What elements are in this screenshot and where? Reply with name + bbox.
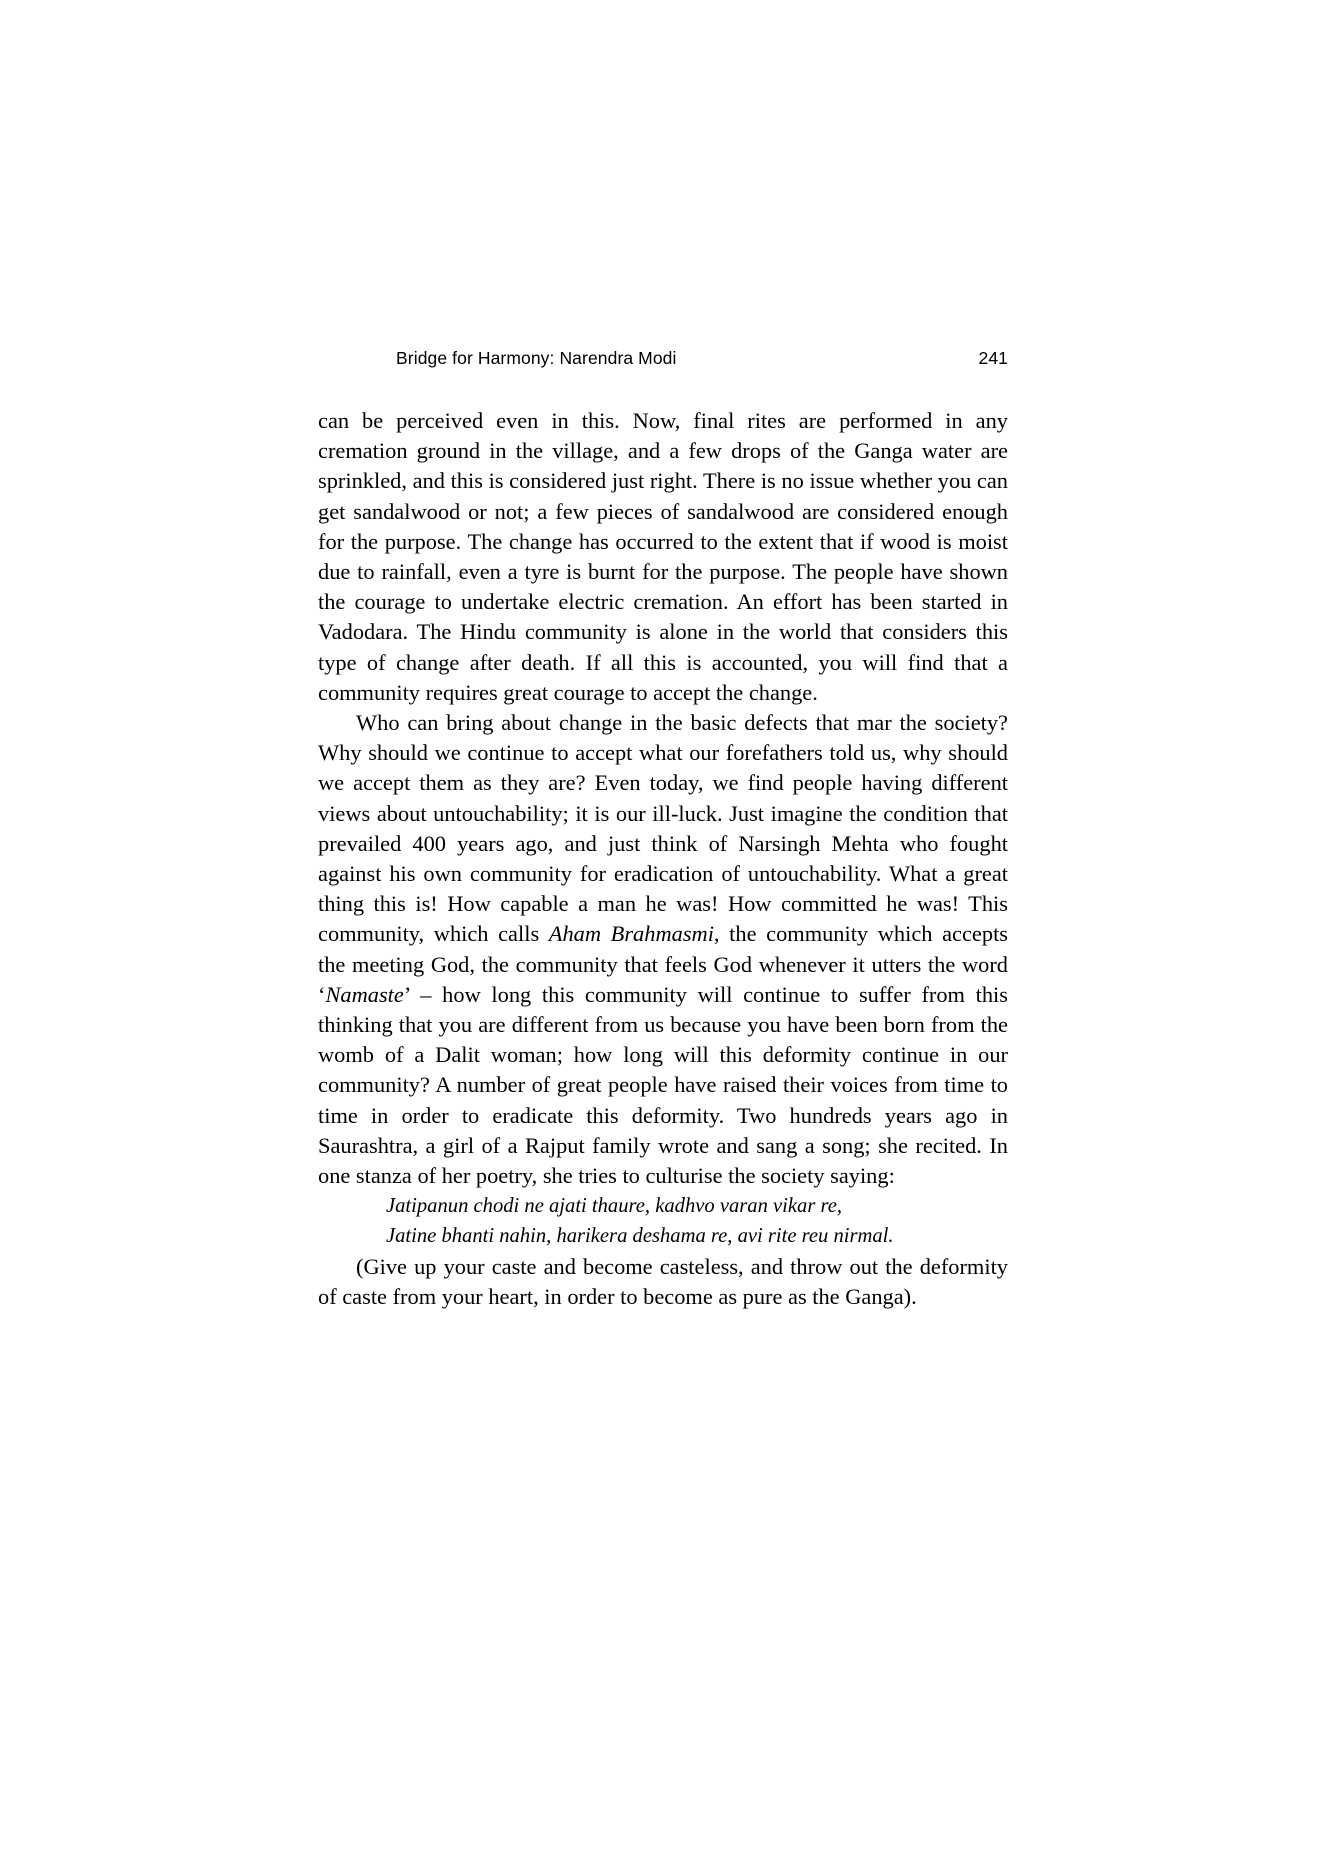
verse-line-2: Jatine bhanti nahin, harikera deshama re, avi rite reu nirmal. [386,1225,894,1248]
paragraph-3: (Give up your caste and become casteless, and throw out the deformity of caste from your heart, in order to become as pure as the Ganga). [318,1253,1008,1309]
running-head-title: Bridge for Harmony: Narendra Modi [396,348,677,368]
page-body [318,406,1008,1312]
paragraph-2-text-2: , the community which accepts the meeting God, the community that feels God whenever it utters the word ‘ [318,921,1008,1007]
paragraph-2-italic-aham-brahmasmi: Aham Brahmasmi [548,921,714,947]
running-head [318,348,1008,369]
verse-line-1: Jatipanun chodi ne ajati thaure, kadhvo varan vikar re, [386,1195,843,1218]
paragraph-2-italic-namaste: Namaste [325,981,404,1007]
paragraph-2-text-1: Who can bring about change in the basic defects that mar the society? Why should we continue to accept what our forefathers told us, why should we accept them as they are? Even today, we find people having different views about untouchability; it is our ill-luck. Just imagine the condition that prevailed 400 years ago, and just think of Narsingh Mehta who fought against his own community for eradication of untouchability. What a great thing this is! How capable a man he was! How committed he was! This community, which calls [318,710,1008,947]
page-number: 241 [978,348,1008,368]
paragraph-1: can be perceived even in this. Now, final rites are performed in any cremation ground in the village, and a few drops of the Ganga water are sprinkled, and this is considered just right. There is no issue whether you can get sandalwood or not; a few pieces of sandalwood are considered enough for the purpose. The change has occurred to the extent that if wood is moist due to rainfall, even a tyre is burnt for the purpose. The people have shown the courage to undertake electric cremation. An effort has been started in Vadodara. The Hindu community is alone in the world that considers this type of change after death. If all this is accounted, you will find that a community requires great courage to accept the change. [318,408,1008,705]
verse-block [318,1191,1008,1251]
paragraph-2-text-3: ’ – how long this community will continue to suffer from this thinking that you are different from us because you have been born from the womb of a Dalit woman; how long will this deformity continue in our community? A number of great people have raised their voices from time to time in order to eradicate this deformity. Two hundreds years ago in Saurashtra, a girl of a Rajput family wrote and sang a song; she recited. In one stanza of her poetry, she tries to culturise the society saying: [318,981,1008,1189]
paragraph-2 [318,708,1008,1191]
